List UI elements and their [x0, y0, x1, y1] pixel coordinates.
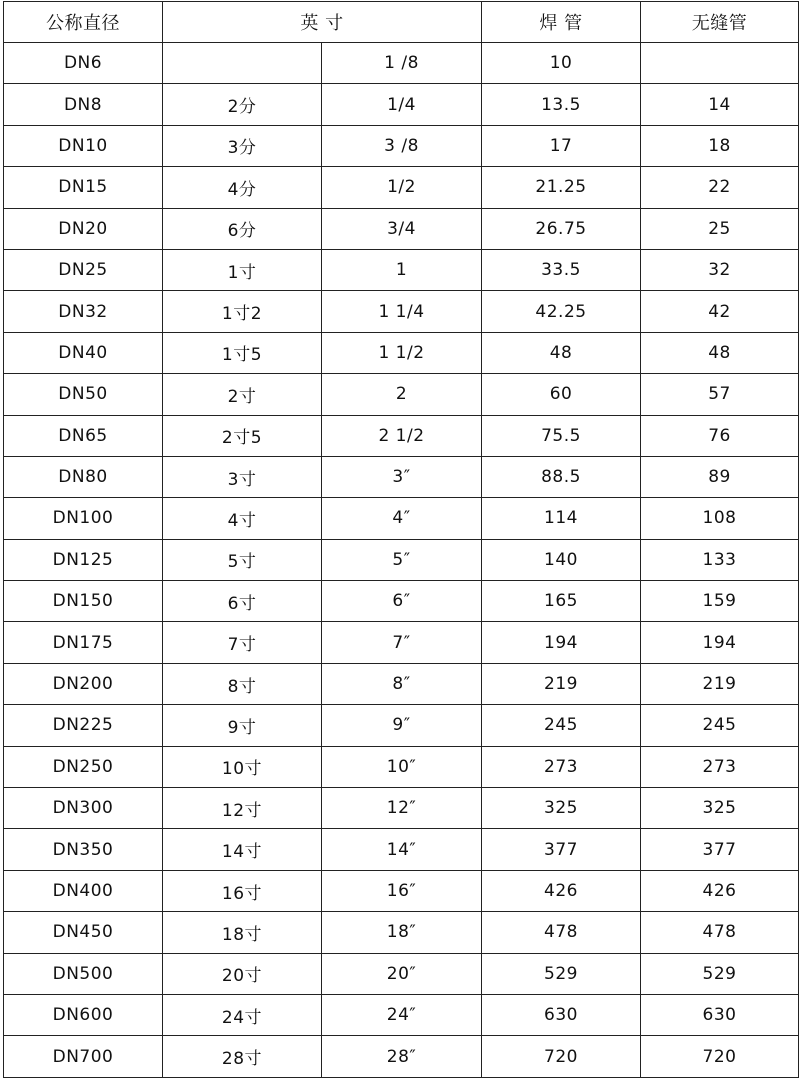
- header-nominal-diameter: 公称直径: [4, 2, 163, 43]
- cell-seamless-od: 377: [641, 829, 799, 870]
- cell-welded-od: 75.5: [482, 415, 641, 456]
- cell-chinese-size: 2寸: [163, 374, 322, 415]
- table-row: [4, 705, 799, 746]
- cell-chinese-size: 1寸5: [163, 332, 322, 373]
- cell-nominal-dn: DN350: [4, 829, 163, 870]
- cell-nominal-dn: DN50: [4, 374, 163, 415]
- table-row: [4, 788, 799, 829]
- cell-chinese-size: 8寸: [163, 663, 322, 704]
- cell-nominal-dn: DN40: [4, 332, 163, 373]
- cell-inch-size: 28″: [322, 1036, 482, 1077]
- cell-nominal-dn: DN15: [4, 167, 163, 208]
- cell-chinese-size: 5寸: [163, 539, 322, 580]
- cell-nominal-dn: DN65: [4, 415, 163, 456]
- cell-nominal-dn: DN225: [4, 705, 163, 746]
- table-row: [4, 829, 799, 870]
- cell-nominal-dn: DN25: [4, 249, 163, 290]
- cell-welded-od: 21.25: [482, 167, 641, 208]
- table-body: [4, 43, 799, 1078]
- cell-welded-od: 88.5: [482, 456, 641, 497]
- cell-chinese-size: 6寸: [163, 581, 322, 622]
- cell-seamless-od: 630: [641, 994, 799, 1035]
- cell-seamless-od: 76: [641, 415, 799, 456]
- table-row: [4, 125, 799, 166]
- cell-welded-od: 219: [482, 663, 641, 704]
- cell-nominal-dn: DN700: [4, 1036, 163, 1077]
- header-row: [4, 2, 799, 43]
- cell-inch-size: 1 1/2: [322, 332, 482, 373]
- cell-chinese-size: 2分: [163, 84, 322, 125]
- cell-nominal-dn: DN80: [4, 456, 163, 497]
- cell-welded-od: 60: [482, 374, 641, 415]
- cell-inch-size: 2: [322, 374, 482, 415]
- cell-inch-size: 5″: [322, 539, 482, 580]
- cell-chinese-size: 10寸: [163, 746, 322, 787]
- cell-welded-od: 273: [482, 746, 641, 787]
- cell-welded-od: 114: [482, 498, 641, 539]
- cell-seamless-od: 18: [641, 125, 799, 166]
- cell-chinese-size: 28寸: [163, 1036, 322, 1077]
- cell-seamless-od: 529: [641, 953, 799, 994]
- cell-welded-od: 377: [482, 829, 641, 870]
- table-row: [4, 912, 799, 953]
- cell-nominal-dn: DN175: [4, 622, 163, 663]
- cell-welded-od: 426: [482, 870, 641, 911]
- cell-inch-size: 20″: [322, 953, 482, 994]
- table-row: [4, 870, 799, 911]
- cell-seamless-od: 426: [641, 870, 799, 911]
- cell-welded-od: 630: [482, 994, 641, 1035]
- cell-chinese-size: 6分: [163, 208, 322, 249]
- cell-welded-od: 26.75: [482, 208, 641, 249]
- cell-nominal-dn: DN500: [4, 953, 163, 994]
- header-welded-pipe: 焊 管: [482, 2, 641, 43]
- table-row: [4, 456, 799, 497]
- cell-welded-od: 478: [482, 912, 641, 953]
- cell-nominal-dn: DN600: [4, 994, 163, 1035]
- cell-chinese-size: 9寸: [163, 705, 322, 746]
- cell-welded-od: 529: [482, 953, 641, 994]
- table-row: [4, 746, 799, 787]
- cell-nominal-dn: DN100: [4, 498, 163, 539]
- cell-nominal-dn: DN400: [4, 870, 163, 911]
- cell-chinese-size: [163, 43, 322, 84]
- cell-inch-size: 3/4: [322, 208, 482, 249]
- cell-seamless-od: 32: [641, 249, 799, 290]
- cell-inch-size: 6″: [322, 581, 482, 622]
- cell-seamless-od: 478: [641, 912, 799, 953]
- table-row: [4, 84, 799, 125]
- cell-seamless-od: 219: [641, 663, 799, 704]
- cell-inch-size: 3 /8: [322, 125, 482, 166]
- cell-welded-od: 33.5: [482, 249, 641, 290]
- cell-welded-od: 13.5: [482, 84, 641, 125]
- cell-welded-od: 17: [482, 125, 641, 166]
- table-row: [4, 622, 799, 663]
- table-row: [4, 249, 799, 290]
- cell-chinese-size: 1寸: [163, 249, 322, 290]
- cell-welded-od: 165: [482, 581, 641, 622]
- cell-inch-size: 1: [322, 249, 482, 290]
- cell-chinese-size: 24寸: [163, 994, 322, 1035]
- cell-inch-size: 3″: [322, 456, 482, 497]
- table-row: [4, 953, 799, 994]
- cell-nominal-dn: DN10: [4, 125, 163, 166]
- cell-welded-od: 42.25: [482, 291, 641, 332]
- cell-chinese-size: 3寸: [163, 456, 322, 497]
- cell-seamless-od: 720: [641, 1036, 799, 1077]
- cell-welded-od: 194: [482, 622, 641, 663]
- cell-welded-od: 245: [482, 705, 641, 746]
- cell-seamless-od: 57: [641, 374, 799, 415]
- table-row: [4, 539, 799, 580]
- cell-seamless-od: 325: [641, 788, 799, 829]
- cell-chinese-size: 4分: [163, 167, 322, 208]
- cell-inch-size: 1/2: [322, 167, 482, 208]
- cell-nominal-dn: DN20: [4, 208, 163, 249]
- cell-inch-size: 16″: [322, 870, 482, 911]
- cell-inch-size: 2 1/2: [322, 415, 482, 456]
- cell-chinese-size: 20寸: [163, 953, 322, 994]
- cell-inch-size: 14″: [322, 829, 482, 870]
- cell-seamless-od: 194: [641, 622, 799, 663]
- cell-inch-size: 24″: [322, 994, 482, 1035]
- cell-inch-size: 1/4: [322, 84, 482, 125]
- cell-welded-od: 325: [482, 788, 641, 829]
- cell-seamless-od: [641, 43, 799, 84]
- cell-inch-size: 7″: [322, 622, 482, 663]
- cell-inch-size: 10″: [322, 746, 482, 787]
- cell-chinese-size: 7寸: [163, 622, 322, 663]
- cell-inch-size: 1 /8: [322, 43, 482, 84]
- table-row: [4, 374, 799, 415]
- cell-chinese-size: 4寸: [163, 498, 322, 539]
- table-row: [4, 291, 799, 332]
- cell-nominal-dn: DN300: [4, 788, 163, 829]
- cell-seamless-od: 273: [641, 746, 799, 787]
- cell-seamless-od: 159: [641, 581, 799, 622]
- cell-nominal-dn: DN125: [4, 539, 163, 580]
- cell-chinese-size: 16寸: [163, 870, 322, 911]
- cell-chinese-size: 14寸: [163, 829, 322, 870]
- table-row: [4, 415, 799, 456]
- cell-welded-od: 720: [482, 1036, 641, 1077]
- table-row: [4, 498, 799, 539]
- cell-welded-od: 10: [482, 43, 641, 84]
- header-inch: 英 寸: [163, 2, 482, 43]
- table-row: [4, 167, 799, 208]
- cell-chinese-size: 12寸: [163, 788, 322, 829]
- cell-seamless-od: 245: [641, 705, 799, 746]
- table-row: [4, 1036, 799, 1077]
- cell-inch-size: 8″: [322, 663, 482, 704]
- cell-inch-size: 9″: [322, 705, 482, 746]
- cell-nominal-dn: DN6: [4, 43, 163, 84]
- cell-nominal-dn: DN32: [4, 291, 163, 332]
- cell-inch-size: 4″: [322, 498, 482, 539]
- cell-nominal-dn: DN250: [4, 746, 163, 787]
- cell-nominal-dn: DN150: [4, 581, 163, 622]
- cell-seamless-od: 25: [641, 208, 799, 249]
- cell-seamless-od: 42: [641, 291, 799, 332]
- cell-chinese-size: 18寸: [163, 912, 322, 953]
- cell-inch-size: 18″: [322, 912, 482, 953]
- table-row: [4, 663, 799, 704]
- cell-seamless-od: 133: [641, 539, 799, 580]
- header-seamless-pipe: 无缝管: [641, 2, 799, 43]
- table-row: [4, 332, 799, 373]
- cell-inch-size: 12″: [322, 788, 482, 829]
- cell-chinese-size: 1寸2: [163, 291, 322, 332]
- cell-seamless-od: 89: [641, 456, 799, 497]
- cell-seamless-od: 48: [641, 332, 799, 373]
- table-row: [4, 994, 799, 1035]
- pipe-size-table: [3, 1, 799, 1078]
- cell-nominal-dn: DN8: [4, 84, 163, 125]
- cell-chinese-size: 3分: [163, 125, 322, 166]
- table-row: [4, 581, 799, 622]
- cell-seamless-od: 14: [641, 84, 799, 125]
- cell-seamless-od: 108: [641, 498, 799, 539]
- table-row: [4, 43, 799, 84]
- cell-chinese-size: 2寸5: [163, 415, 322, 456]
- table-row: [4, 208, 799, 249]
- cell-seamless-od: 22: [641, 167, 799, 208]
- cell-inch-size: 1 1/4: [322, 291, 482, 332]
- cell-nominal-dn: DN450: [4, 912, 163, 953]
- cell-welded-od: 48: [482, 332, 641, 373]
- cell-nominal-dn: DN200: [4, 663, 163, 704]
- cell-welded-od: 140: [482, 539, 641, 580]
